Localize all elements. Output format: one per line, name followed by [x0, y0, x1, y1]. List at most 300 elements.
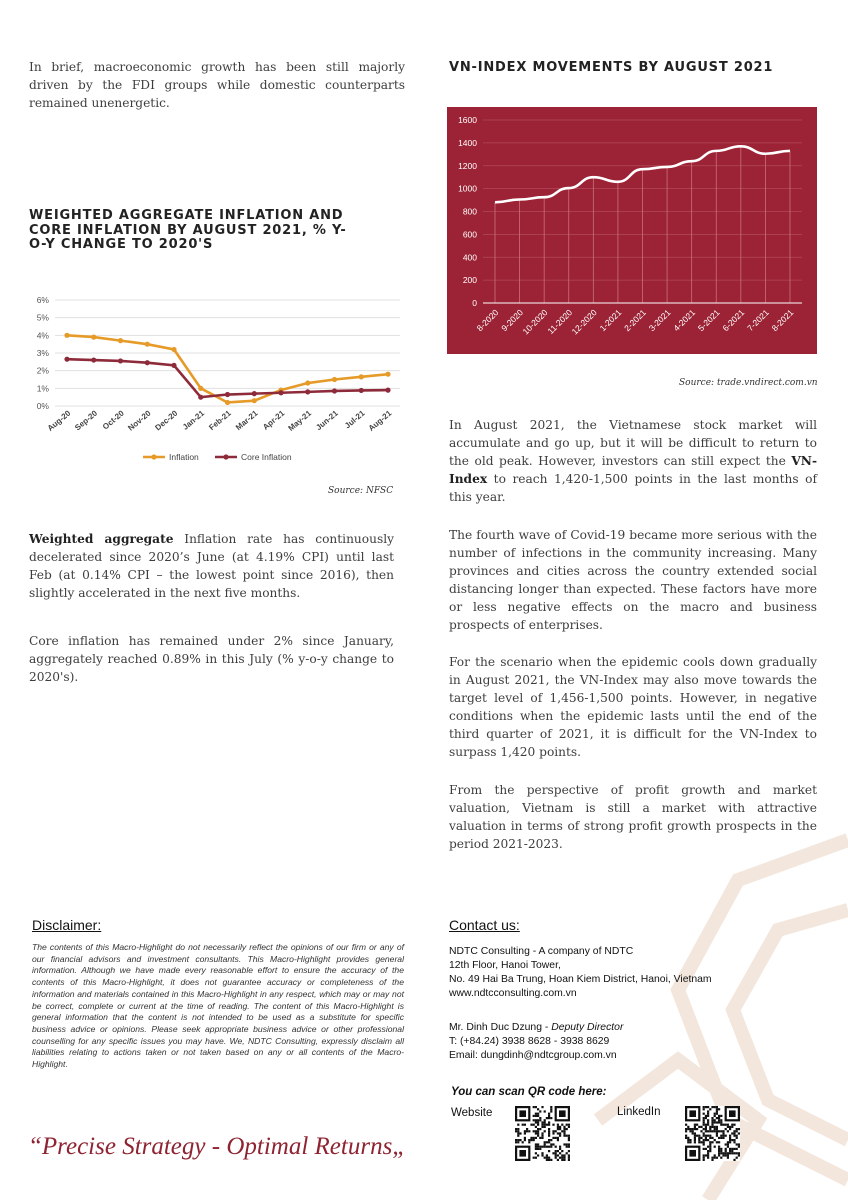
qr-module [528, 1130, 530, 1132]
inflation-data-point [225, 400, 230, 405]
inflation-data-point [145, 342, 150, 347]
qr-module [546, 1141, 548, 1143]
qr-module [709, 1108, 711, 1110]
qr-module [722, 1124, 724, 1126]
qr-module [535, 1157, 537, 1159]
qr-module [725, 1154, 727, 1156]
qr-module [727, 1126, 729, 1128]
qr-module [555, 1146, 557, 1148]
qr-module [707, 1150, 709, 1152]
qr-prompt: You can scan QR code here: [451, 1086, 607, 1098]
qr-module [541, 1135, 543, 1137]
qr-module [705, 1126, 707, 1128]
qr-module [703, 1119, 705, 1121]
qr-module [714, 1119, 716, 1121]
vnindex-x-tick: 4-2021 [671, 307, 698, 334]
qr-module [524, 1137, 526, 1139]
inflation-chart [25, 290, 410, 475]
qr-module [568, 1135, 570, 1137]
qr-module [718, 1115, 720, 1117]
qr-module [720, 1124, 722, 1126]
qr-module [725, 1124, 727, 1126]
qr-module [568, 1154, 570, 1156]
qr-module [694, 1135, 696, 1137]
qr-module [700, 1141, 702, 1143]
qr-module [714, 1113, 716, 1115]
linkedin-qr-code[interactable] [685, 1106, 740, 1161]
qr-module [725, 1148, 727, 1150]
inflation-data-point [359, 374, 364, 379]
vnindex-x-tick: 2-2021 [622, 307, 648, 334]
inflation-data-point [225, 392, 230, 397]
qr-module [557, 1159, 559, 1161]
qr-module [544, 1124, 546, 1126]
qr-finder-inner [519, 1110, 526, 1117]
inflation-chart-source: Source: NFSC [328, 486, 394, 496]
inflation-data-point [252, 398, 257, 403]
qr-module [548, 1135, 550, 1137]
qr-module [716, 1117, 718, 1119]
qr-module [736, 1135, 738, 1137]
qr-module [694, 1126, 696, 1128]
qr-module [718, 1137, 720, 1139]
inflation-data-point [252, 391, 257, 396]
qr-module [716, 1110, 718, 1112]
qr-module [546, 1124, 548, 1126]
qr-module [517, 1132, 519, 1134]
qr-module [703, 1135, 705, 1137]
qr-module [709, 1148, 711, 1150]
weighted-aggregate-bold: Weighted aggregate [29, 532, 174, 546]
qr-module [548, 1124, 550, 1126]
qr-module [709, 1146, 711, 1148]
qr-module [537, 1146, 539, 1148]
qr-module [711, 1119, 713, 1121]
qr-module [550, 1110, 552, 1112]
qr-module [557, 1150, 559, 1152]
inflation-x-tick: Apr-21 [261, 408, 287, 432]
qr-module [738, 1143, 740, 1145]
inflation-x-tick: Oct-20 [100, 408, 126, 432]
qr-module [689, 1128, 691, 1130]
qr-module [541, 1154, 543, 1156]
qr-module [703, 1139, 705, 1141]
stock-market-paragraph [449, 416, 817, 506]
qr-module [524, 1139, 526, 1141]
qr-module [561, 1130, 563, 1132]
qr-module [709, 1130, 711, 1132]
inflation-data-point [91, 335, 96, 340]
qr-module [563, 1126, 565, 1128]
qr-module [731, 1150, 733, 1152]
inflation-x-tick: May-21 [286, 408, 314, 433]
qr-module [685, 1130, 687, 1132]
qr-module [731, 1132, 733, 1134]
qr-module [707, 1152, 709, 1154]
inflation-data-point [64, 333, 69, 338]
qr-module [718, 1117, 720, 1119]
qr-module [729, 1148, 731, 1150]
qr-module [707, 1110, 709, 1112]
qr-module [546, 1159, 548, 1161]
inflation-chart-heading: WEIGHTED AGGREGATE INFLATION AND CORE INFLATION BY AUGUST 2021, % Y-O-Y CHANGE TO 2020'S [29, 208, 347, 252]
vnindex-chart-heading: VN-INDEX MOVEMENTS BY AUGUST 2021 [449, 60, 774, 75]
contact-website-link[interactable]: www.ndtcconsulting.com.vn [449, 988, 577, 999]
qr-module [720, 1119, 722, 1121]
qr-module [550, 1146, 552, 1148]
qr-module [541, 1121, 543, 1123]
contact-phone: T: (+84.24) 3938 8628 - 3938 8629 [449, 1036, 610, 1047]
qr-module [517, 1128, 519, 1130]
qr-module [546, 1154, 548, 1156]
qr-module [544, 1119, 546, 1121]
qr-module [687, 1126, 689, 1128]
legend-label: Inflation [169, 452, 199, 462]
qr-module [537, 1113, 539, 1115]
qr-module [533, 1106, 535, 1108]
qr-module [716, 1128, 718, 1130]
qr-module [707, 1113, 709, 1115]
qr-module [696, 1128, 698, 1130]
qr-linkedin-label: LinkedIn [617, 1106, 661, 1118]
disclaimer-text: The contents of this Macro-Highlight do not necessarily reflect the opinions of our firm or any of our financial advisors and investment consultants. This Macro-Highlight provides general information. Although we have made every reasonable effort to ensure the accuracy of the contents of this Macro-Highlight, it does not guarantee accuracy or completeness of the information and materials contained in this Macro-Highlight in any respect, which may or may not be correct, complete or current at the time of reading. The content of this Macro-Highlight is general information that the content is not intended to be used as a substitute for specific business advice or opinions. Please seek appropriate business advice or other professional counselling for any specific issues you may have. We, NDTC Consulting, expressly disclaim all liabilities relating to actions taken or not taken based on any or all contents of the Macro-Highlight. [32, 942, 404, 1070]
qr-module [733, 1141, 735, 1143]
vnindex-x-tick: 5-2021 [695, 307, 722, 334]
stock-market-text-1: In August 2021, the Vietnamese stock market will accumulate and go up, but it will be difficult to return to the old peak. However, investors can still expect the [449, 418, 817, 468]
qr-module [718, 1121, 720, 1123]
qr-module [526, 1128, 528, 1130]
qr-module [541, 1137, 543, 1139]
vnindex-x-tick: 10-2020 [520, 307, 550, 337]
qr-module [559, 1126, 561, 1128]
qr-module [700, 1130, 702, 1132]
qr-module [687, 1141, 689, 1143]
qr-module [537, 1121, 539, 1123]
qr-module [535, 1119, 537, 1121]
qr-module [707, 1124, 709, 1126]
inflation-data-point [118, 338, 123, 343]
qr-finder-inner [729, 1110, 736, 1117]
inflation-data-point [198, 386, 203, 391]
qr-module [539, 1117, 541, 1119]
qr-module [548, 1159, 550, 1161]
qr-module [555, 1150, 557, 1152]
qr-module [546, 1157, 548, 1159]
inflation-data-point [385, 372, 390, 377]
weighted-aggregate-paragraph [29, 530, 394, 602]
qr-module [720, 1148, 722, 1150]
qr-module [707, 1135, 709, 1137]
qr-module [544, 1141, 546, 1143]
vnindex-x-tick: 8-2021 [769, 307, 796, 334]
qr-module [716, 1106, 718, 1108]
qr-module [524, 1130, 526, 1132]
qr-module [559, 1146, 561, 1148]
qr-module [698, 1137, 700, 1139]
qr-module [555, 1152, 557, 1154]
qr-module [541, 1126, 543, 1128]
qr-module [548, 1141, 550, 1143]
inflation-x-tick: Dec-20 [153, 408, 180, 433]
vnindex-y-tick: 1400 [458, 137, 477, 148]
qr-module [685, 1135, 687, 1137]
qr-module [709, 1143, 711, 1145]
contact-person-role: Deputy Director [551, 1022, 624, 1033]
qr-module [692, 1132, 694, 1134]
vnindex-x-tick: 7-2021 [745, 307, 771, 334]
qr-module [566, 1124, 568, 1126]
qr-module [700, 1137, 702, 1139]
qr-module [733, 1135, 735, 1137]
qr-module [707, 1106, 709, 1108]
qr-finder-inner [689, 1150, 696, 1157]
qr-module [698, 1135, 700, 1137]
qr-module [541, 1132, 543, 1134]
inflation-data-point [359, 388, 364, 393]
qr-module [725, 1135, 727, 1137]
qr-module [738, 1146, 740, 1148]
disclaimer-title: Disclaimer: [32, 917, 102, 933]
qr-module [548, 1128, 550, 1130]
qr-module [705, 1106, 707, 1108]
qr-module [689, 1141, 691, 1143]
qr-module [533, 1115, 535, 1117]
qr-module [557, 1128, 559, 1130]
qr-module [703, 1117, 705, 1119]
qr-module [703, 1157, 705, 1159]
vnindex-x-tick: 12-2020 [569, 307, 599, 337]
qr-module [522, 1141, 524, 1143]
qr-module [533, 1124, 535, 1126]
qr-module [568, 1159, 570, 1161]
inflation-x-tick: Feb-21 [207, 408, 233, 433]
qr-module [528, 1141, 530, 1143]
qr-module [722, 1137, 724, 1139]
qr-module [559, 1128, 561, 1130]
qr-module [555, 1130, 557, 1132]
qr-module [720, 1130, 722, 1132]
qr-module [566, 1135, 568, 1137]
qr-module [736, 1157, 738, 1159]
qr-module [535, 1132, 537, 1134]
inflation-y-tick: 2% [36, 365, 49, 376]
qr-module [533, 1119, 535, 1121]
inflation-data-point [332, 377, 337, 382]
qr-module [705, 1124, 707, 1126]
website-qr-code[interactable] [515, 1106, 570, 1161]
qr-module [738, 1128, 740, 1130]
vnindex-bold: VN-Index [449, 454, 817, 486]
qr-module [522, 1124, 524, 1126]
qr-module [568, 1137, 570, 1139]
qr-module [544, 1143, 546, 1145]
qr-module [546, 1117, 548, 1119]
inflation-y-tick: 5% [36, 312, 49, 323]
qr-module [694, 1139, 696, 1141]
scenario-paragraph: For the scenario when the epidemic cools down gradually in August 2021, the VN-Index may also move towards the target level of 1,456-1,500 points. However, in negative conditions when the epidemic lasts until the end of the third quarter of 2021, it is difficult for the VN-Index to surpass 1,420 points. [449, 655, 817, 759]
qr-module [524, 1132, 526, 1134]
contact-email-link[interactable]: Email: dungdinh@ndtcgroup.com.vn [449, 1050, 617, 1061]
qr-module [714, 1157, 716, 1159]
qr-module [535, 1130, 537, 1132]
qr-module [705, 1148, 707, 1150]
qr-module [539, 1110, 541, 1112]
qr-module [530, 1139, 532, 1141]
qr-module [559, 1132, 561, 1134]
qr-module [720, 1135, 722, 1137]
qr-module [557, 1137, 559, 1139]
qr-module [722, 1154, 724, 1156]
qr-module [515, 1141, 517, 1143]
vnindex-y-tick: 200 [462, 275, 477, 286]
inflation-y-tick: 6% [36, 295, 49, 305]
qr-module [535, 1137, 537, 1139]
qr-module [703, 1143, 705, 1145]
qr-module [698, 1126, 700, 1128]
qr-module [537, 1148, 539, 1150]
contact-person-name: Mr. Dinh Duc Dzung - [449, 1022, 552, 1033]
qr-module [729, 1152, 731, 1154]
qr-module [559, 1152, 561, 1154]
qr-module [714, 1146, 716, 1148]
inflation-data-point [64, 357, 69, 362]
inflation-y-tick: 3% [36, 348, 49, 358]
qr-module [561, 1150, 563, 1152]
qr-module [535, 1148, 537, 1150]
qr-module [718, 1141, 720, 1143]
qr-module [548, 1132, 550, 1134]
qr-module [533, 1130, 535, 1132]
vnindex-x-tick: 6-2021 [720, 307, 747, 334]
qr-module [694, 1137, 696, 1139]
qr-module [718, 1130, 720, 1132]
qr-module [687, 1128, 689, 1130]
inflation-y-tick: 4% [36, 330, 49, 341]
qr-module [539, 1119, 541, 1121]
qr-module [563, 1159, 565, 1161]
qr-module [711, 1126, 713, 1128]
weighted-aggregate-text: Inflation rate has continuously decelerated since 2020’s June (at 4.19% CPI) until last Feb (at 0.14% CPI – the lowest point since 2016), then slightly accelerated in the next five months. [29, 532, 394, 600]
qr-module [722, 1130, 724, 1132]
covid-paragraph: The fourth wave of Covid-19 became more serious with the number of infections in the community increasing. Many provinces and cities across the country extended social distancing longer than expected. These factors have more or less negative effects on the macro and business prospects of enterprises. [449, 528, 817, 632]
qr-module [568, 1146, 570, 1148]
qr-module [720, 1115, 722, 1117]
qr-module [718, 1152, 720, 1154]
qr-module [544, 1157, 546, 1159]
qr-module [707, 1121, 709, 1123]
qr-module [689, 1139, 691, 1141]
contact-company: NDTC Consulting - A company of NDTC [449, 946, 634, 957]
qr-module [557, 1139, 559, 1141]
qr-module [515, 1139, 517, 1141]
qr-module [550, 1139, 552, 1141]
inflation-data-point [171, 363, 176, 368]
qr-module [517, 1141, 519, 1143]
qr-module [537, 1115, 539, 1117]
contact-title: Contact us: [449, 917, 520, 933]
qr-module [731, 1126, 733, 1128]
qr-module [711, 1130, 713, 1132]
qr-module [711, 1157, 713, 1159]
qr-module [694, 1141, 696, 1143]
qr-module [566, 1128, 568, 1130]
qr-module [714, 1115, 716, 1117]
vnindex-y-tick: 1000 [458, 183, 477, 194]
qr-module [736, 1128, 738, 1130]
qr-module [731, 1152, 733, 1154]
qr-module [711, 1141, 713, 1143]
qr-module [703, 1113, 705, 1115]
qr-module [698, 1141, 700, 1143]
qr-module [729, 1139, 731, 1141]
qr-module [568, 1139, 570, 1141]
qr-module [550, 1106, 552, 1108]
qr-module [711, 1106, 713, 1108]
qr-module [705, 1139, 707, 1141]
qr-module [736, 1130, 738, 1132]
inflation-y-tick: 0% [36, 401, 49, 411]
qr-module [714, 1121, 716, 1123]
qr-module [733, 1132, 735, 1134]
qr-module [563, 1128, 565, 1130]
qr-module [692, 1130, 694, 1132]
qr-module [515, 1130, 517, 1132]
qr-module [544, 1126, 546, 1128]
vnindex-x-tick: 8-2020 [474, 307, 501, 334]
qr-module [537, 1119, 539, 1121]
qr-module [555, 1157, 557, 1159]
qr-module [552, 1130, 554, 1132]
qr-module [546, 1146, 548, 1148]
inflation-data-point [91, 357, 96, 362]
qr-module [537, 1154, 539, 1156]
qr-module [537, 1124, 539, 1126]
qr-module [714, 1106, 716, 1108]
qr-module [720, 1157, 722, 1159]
contact-person [449, 1021, 623, 1035]
qr-module [727, 1130, 729, 1132]
qr-module [738, 1152, 740, 1154]
qr-module [539, 1128, 541, 1130]
qr-module [541, 1152, 543, 1154]
vnindex-x-tick: 9-2020 [499, 307, 525, 334]
qr-module [722, 1132, 724, 1134]
qr-module [544, 1110, 546, 1112]
qr-module [566, 1143, 568, 1145]
qr-module [535, 1143, 537, 1145]
qr-module [718, 1108, 720, 1110]
qr-module [685, 1137, 687, 1139]
qr-module [720, 1150, 722, 1152]
qr-module [539, 1148, 541, 1150]
qr-module [707, 1130, 709, 1132]
qr-module [707, 1139, 709, 1141]
qr-module [716, 1132, 718, 1134]
qr-module [716, 1126, 718, 1128]
qr-module [727, 1124, 729, 1126]
qr-module [533, 1157, 535, 1159]
qr-module [533, 1137, 535, 1139]
qr-module [738, 1132, 740, 1134]
inflation-x-tick: Aug-21 [366, 408, 394, 433]
qr-module [537, 1108, 539, 1110]
qr-module [568, 1143, 570, 1145]
inflation-data-point [171, 347, 176, 352]
qr-module [550, 1143, 552, 1145]
qr-module [705, 1117, 707, 1119]
vnindex-y-tick: 1600 [458, 115, 477, 125]
qr-module [557, 1132, 559, 1134]
